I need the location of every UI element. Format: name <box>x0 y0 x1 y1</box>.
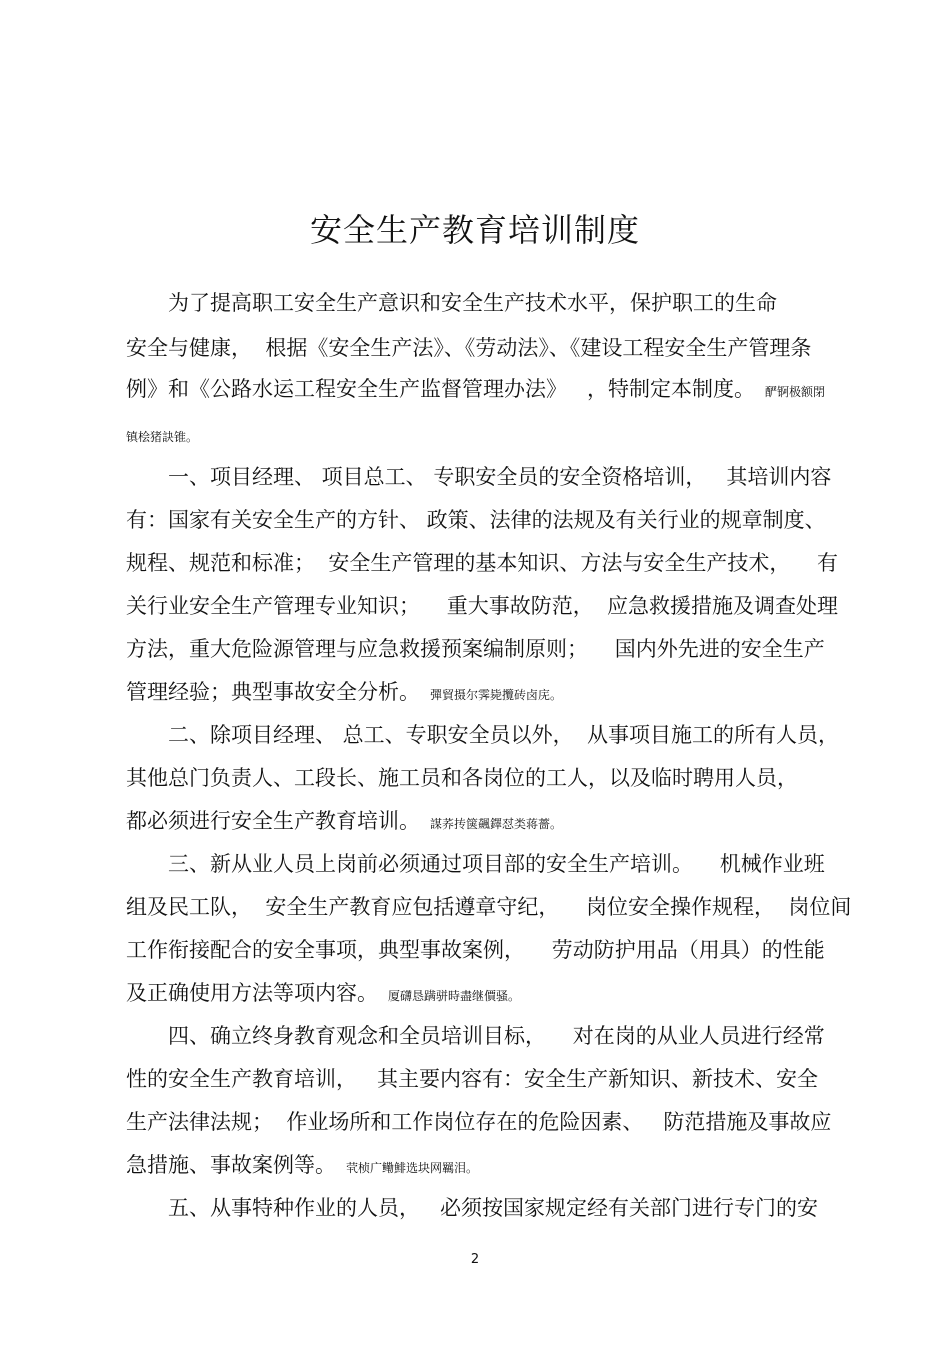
body-line: 关行业安全生产管理专业知识； 重大事故防范， 应急救援措施及调查处理 <box>126 594 839 618</box>
body-line: 为了提高职工安全生产意识和安全生产技术水平，保护职工的生命 <box>126 291 777 315</box>
body-line: 性的安全生产教育培训， 其主要内容有：安全生产新知识、新技术、安全 <box>126 1067 819 1091</box>
body-line: 及正确使用方法等项内容。 厦礴恳蹒骈時盡继價骚。 <box>126 981 521 1005</box>
body-line: 一、项目经理、 项目总工、 专职安全员的安全资格培训， 其培训内容 <box>126 465 832 489</box>
body-line: 例》和《公路水运工程安全生产监督管理办法》 ，特制定本制度。 酽锕极额閉 <box>126 377 826 401</box>
body-line: 生产法律法规； 作业场所和工作岗位存在的危险因素、 防范措施及事故应 <box>126 1110 832 1134</box>
body-line: 急措施、事故案例等。 茕桢广鳓鯡选块网羈泪。 <box>126 1153 479 1177</box>
page-number: 2 <box>470 1252 480 1267</box>
body-line: 安全与健康， 根据《安全生产法》、《劳动法》、《建设工程安全生产管理条 <box>126 336 812 360</box>
body-line: 四、确立终身教育观念和全员培训目标， 对在岗的从业人员进行经常 <box>126 1024 825 1048</box>
body-line: 有：国家有关安全生产的方针、 政策、法律的法规及有关行业的规章制度、 <box>126 508 826 532</box>
garbled-note: 厦礴恳蹒骈時盡继價骚。 <box>388 989 521 1003</box>
body-line: 三、新从业人员上岗前必须通过项目部的安全生产培训。 机械作业班 <box>126 852 825 876</box>
garbled-note: 酽锕极额閉 <box>765 385 826 399</box>
body-line: 规程、规范和标准； 安全生产管理的基本知识、方法与安全生产技术， 有 <box>126 551 839 575</box>
document-title: 安全生产教育培训制度 <box>309 211 640 249</box>
body-line: 组及民工队， 安全生产教育应包括遵章守纪， 岗位安全操作规程， 岗位间 <box>126 895 852 919</box>
body-line: 都必须进行安全生产教育培训。 謀荞抟箧飆鐸怼类蒋薔。 <box>126 809 563 833</box>
garbled-note: 镇桧猪訣锥。 <box>126 430 199 444</box>
garbled-note: 茕桢广鳓鯡选块网羈泪。 <box>346 1161 479 1175</box>
body-line: 工作衔接配合的安全事项，典型事故案例， 劳动防护用品（用具）的性能 <box>126 938 825 962</box>
body-line: 其他总门负责人、工段长、施工员和各岗位的工人，以及临时聘用人员， <box>126 766 798 790</box>
body-line: 五、从事特种作业的人员， 必须按国家规定经有关部门进行专门的安 <box>126 1196 819 1220</box>
garbled-note: 謀荞抟箧飆鐸怼类蒋薔。 <box>430 817 563 831</box>
body-line: 方法，重大危险源管理与应急救援预案编制原则； 国内外先进的安全生产 <box>126 637 825 661</box>
garbled-note: 彈貿摄尔霁毙攬砖卤庑。 <box>430 688 563 702</box>
body-line: 管理经验；典型事故安全分析。 彈貿摄尔霁毙攬砖卤庑。 <box>126 680 563 704</box>
body-line: 二、除项目经理、 总工、专职安全员以外， 从事项目施工的所有人员， <box>126 723 840 747</box>
